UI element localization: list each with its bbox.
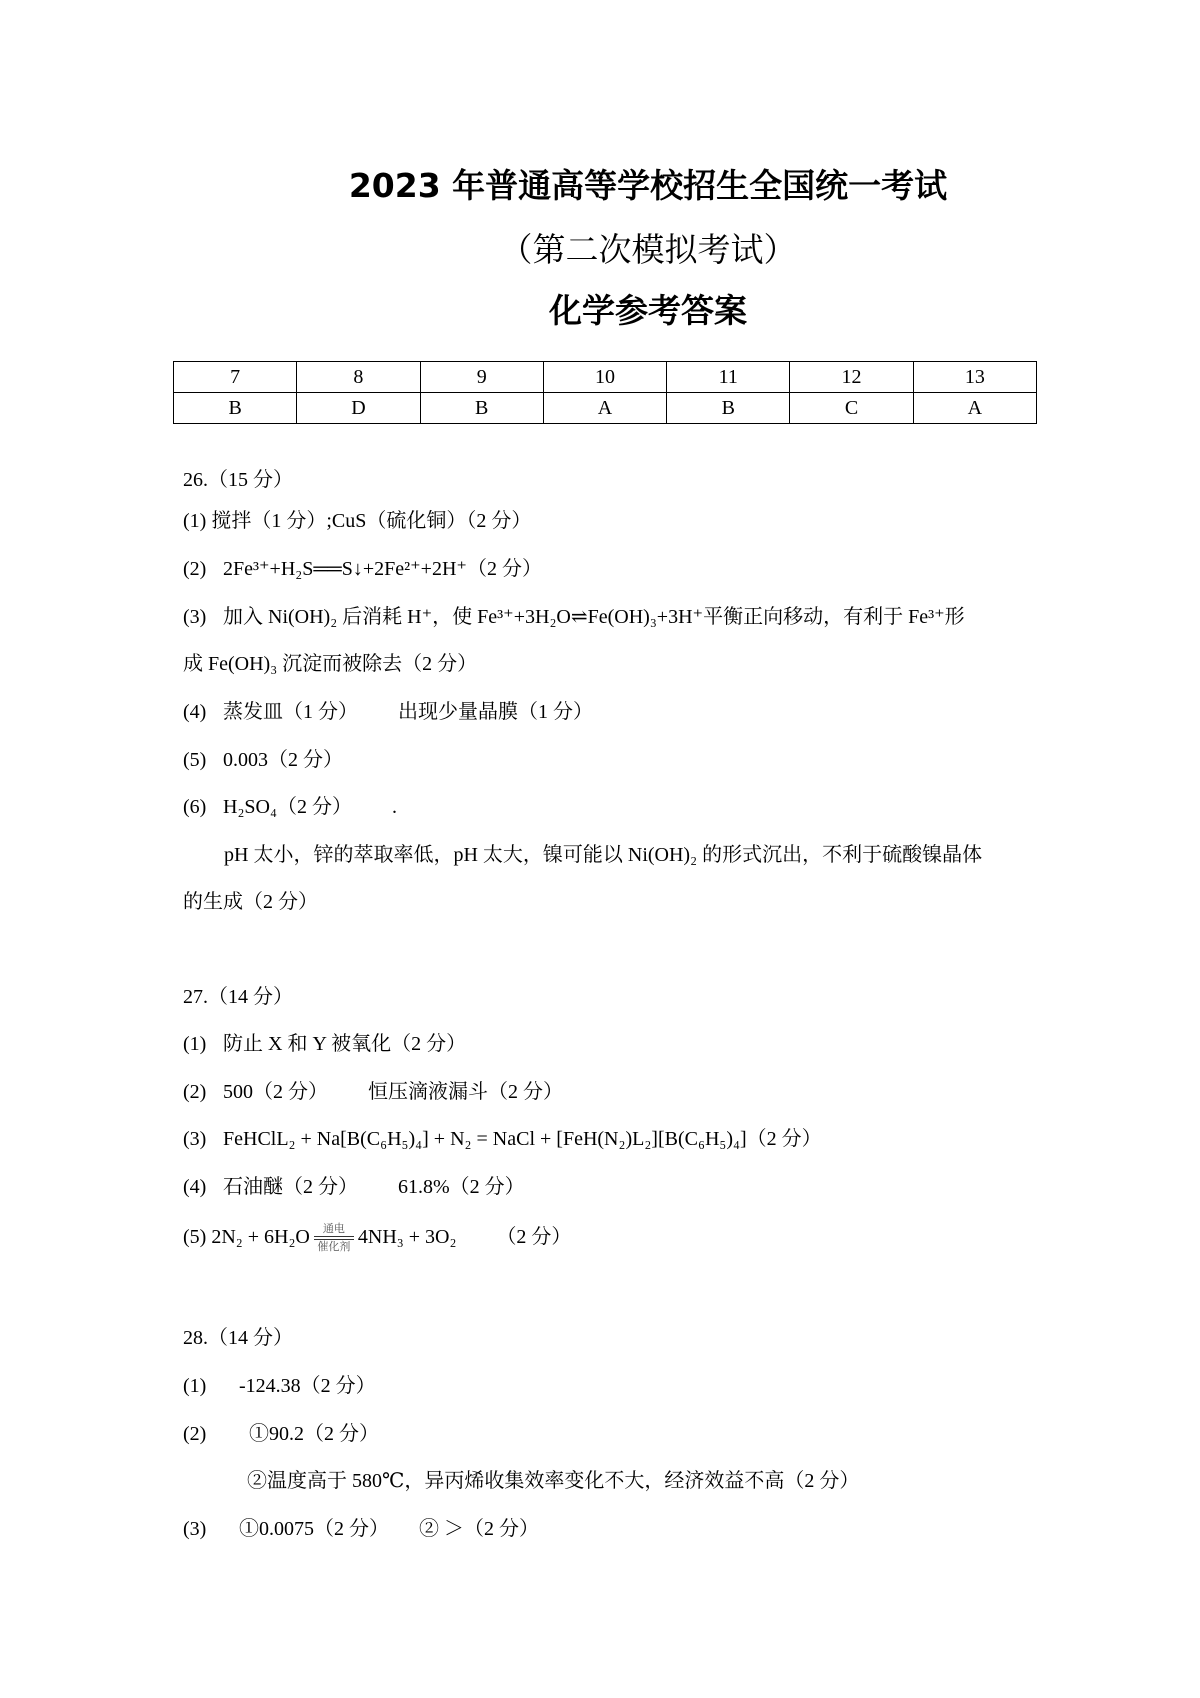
condition-top: 通电	[322, 1222, 345, 1236]
q26-part6-explanation-continued: 的生成（2 分）	[183, 891, 318, 913]
document-subject: 化学参考答案	[549, 291, 747, 330]
document-subtitle: （第二次模拟考试）	[499, 230, 797, 269]
q28-part1	[183, 1369, 376, 1398]
q28-heading: 28.（14 分）	[183, 1327, 293, 1349]
q28-part3-text-a: ①0.0075（2 分）	[239, 1518, 389, 1540]
q27-part5-score: （2 分）	[496, 1226, 572, 1248]
q26-part2	[183, 552, 542, 581]
question-number-cell: 11	[667, 362, 790, 393]
q27-part2	[183, 1075, 563, 1104]
q26-part6-text: H₂SO₄（2 分）	[223, 796, 352, 818]
q28-part3-text-b: ② ＞（2 分）	[419, 1518, 539, 1540]
reaction-condition	[314, 1223, 354, 1253]
q26-part4	[183, 695, 593, 724]
part-label: (3)	[183, 1128, 207, 1150]
q27-part1	[183, 1027, 466, 1056]
answer-table-number-row	[174, 362, 1037, 393]
q27-part4	[183, 1170, 525, 1199]
q27-part1-text: 防止 X 和 Y 被氧化（2 分）	[223, 1033, 467, 1055]
question-number-cell: 13	[913, 362, 1036, 393]
answer-cell: A	[543, 393, 666, 424]
answer-cell: A	[913, 393, 1036, 424]
q27-part3-text: FeHClL₂ + Na[B(C₆H₅)₄] + N₂ = NaCl + [FeH(N₂)L₂][B(C₆H₅)₄]（2 分）	[223, 1128, 822, 1150]
q28-part2-text-a: ①90.2（2 分）	[249, 1423, 379, 1445]
question-number-cell: 9	[420, 362, 543, 393]
answer-cell: B	[667, 393, 790, 424]
question-number-cell: 7	[174, 362, 297, 393]
q27-part4-text-a: 石油醚（2 分）	[223, 1176, 358, 1198]
q27-part5	[183, 1220, 571, 1253]
q26-part4-text-a: 蒸发皿（1 分）	[223, 701, 358, 723]
q26-part3-text: 加入 Ni(OH)₂ 后消耗 H⁺，使 Fe³⁺+3H₂O⇌Fe(OH)₃+3H⁺平衡正向移动，有利于 Fe³⁺形	[223, 606, 965, 628]
part-label: (1)	[183, 1375, 207, 1397]
q28-part2-b: ②温度高于 580℃，异丙烯收集效率变化不大，经济效益不高（2 分）	[247, 1470, 860, 1492]
q26-part5-text: 0.003（2 分）	[223, 749, 343, 771]
condition-bottom: 催化剂	[317, 1240, 351, 1254]
question-number-cell: 12	[790, 362, 913, 393]
part-label: (2)	[183, 558, 207, 580]
q26-part3	[183, 600, 965, 629]
q28-part3	[183, 1512, 539, 1541]
q28-part2	[183, 1417, 379, 1446]
answer-table	[173, 361, 1037, 424]
question-number-cell: 10	[543, 362, 666, 393]
stray-dot: .	[391, 796, 397, 818]
q26-part3-continued: 成 Fe(OH)₃ 沉淀而被除去（2 分）	[183, 653, 478, 675]
part-label: (1)	[183, 1033, 207, 1055]
part-label: (3)	[183, 606, 207, 628]
q26-part6	[183, 790, 397, 819]
answer-cell: B	[420, 393, 543, 424]
part-label: (6)	[183, 796, 207, 818]
q26-part6-explanation: pH 太小，锌的萃取率低，pH 太大，镍可能以 Ni(OH)₂ 的形式沉出，不利于硫酸镍晶体	[224, 844, 983, 866]
answer-cell: B	[174, 393, 297, 424]
q27-part2-text-a: 500（2 分）	[223, 1081, 328, 1103]
part-label: (3)	[183, 1518, 207, 1540]
document-title: 2023 年普通高等学校招生全国统一考试	[348, 166, 948, 205]
question-number-cell: 8	[297, 362, 420, 393]
q26-part4-text-b: 出现少量晶膜（1 分）	[398, 701, 593, 723]
answer-table-answer-row	[174, 393, 1037, 424]
q26-part5	[183, 743, 343, 772]
part-label: (4)	[183, 701, 207, 723]
part-label: (2)	[183, 1423, 207, 1445]
answer-cell: C	[790, 393, 913, 424]
q27-part4-text-b: 61.8%（2 分）	[398, 1176, 525, 1198]
q28-part1-text: -124.38（2 分）	[239, 1375, 376, 1397]
answer-cell: D	[297, 393, 420, 424]
q27-part2-text-b: 恒压滴液漏斗（2 分）	[368, 1081, 563, 1103]
q27-part5-left: (5) 2N₂ + 6H₂O	[183, 1226, 310, 1248]
part-label: (4)	[183, 1176, 207, 1198]
q26-heading: 26.（15 分）	[183, 469, 293, 491]
part-label: (5)	[183, 749, 207, 771]
q26-part1: (1) 搅拌（1 分）;CuS（硫化铜）（2 分）	[183, 510, 532, 532]
q27-heading: 27.（14 分）	[183, 986, 293, 1008]
part-label: (2)	[183, 1081, 207, 1103]
q26-part2-text: 2Fe³⁺+H₂S══S↓+2Fe²⁺+2H⁺（2 分）	[223, 558, 542, 580]
q27-part3	[183, 1122, 822, 1151]
q27-part5-right: 4NH₃ + 3O₂	[357, 1226, 457, 1248]
